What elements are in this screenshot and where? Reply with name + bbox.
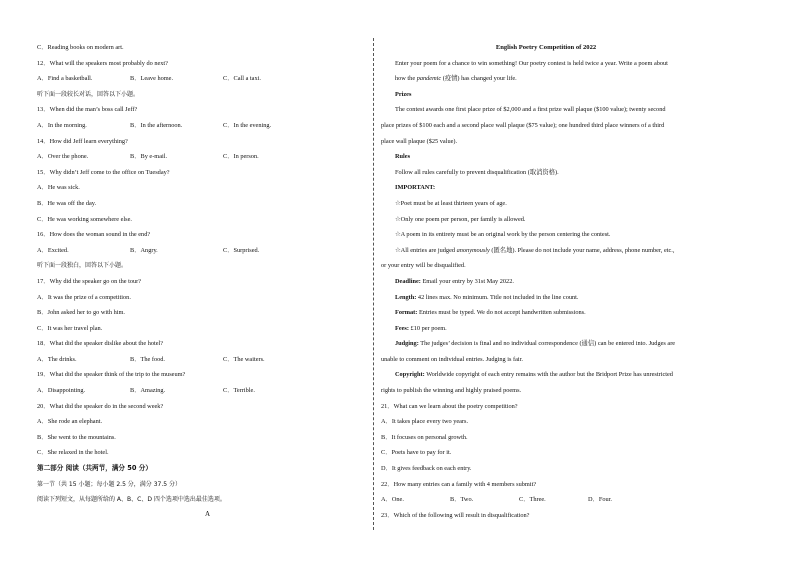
answer-option: B．In the afternoon. — [130, 121, 183, 129]
answer-option: D．Four. — [588, 496, 612, 504]
section-heading: Prizes — [395, 90, 412, 98]
rule-label: Judging: — [395, 340, 419, 348]
text-line: or your entry will be disqualified. — [381, 262, 466, 270]
text-line: C．It was her travel plan. — [37, 324, 103, 332]
rule-label: Length: — [395, 293, 417, 301]
paragraph-line: Follow all rules carefully to prevent disqualification (取消资格). — [395, 168, 559, 176]
text-line: B．It focuses on personal growth. — [381, 433, 468, 441]
text-line: B．She went to the mountains. — [37, 433, 116, 441]
rule-line — [381, 336, 711, 352]
answer-option: C．In person. — [223, 153, 259, 161]
answer-option: B．Amazing. — [130, 387, 166, 395]
text-line: C．He was working somewhere else. — [37, 215, 132, 223]
answer-option: B．Angry. — [130, 246, 158, 254]
rule-line — [381, 274, 711, 290]
answer-option: A．Over the phone. — [37, 153, 89, 161]
text-line: place wall plaque ($25 value). — [381, 137, 458, 145]
rule-label: Deadline: — [395, 277, 421, 285]
text-line: 23．Which of the following will result in disqualification? — [381, 511, 530, 519]
rule-text: £10 per poem. — [408, 324, 447, 332]
instruction-line: 听下面一段较长对话，回答以下小题。 — [37, 90, 140, 98]
text-line: 18．What did the speaker dislike about the hotel? — [37, 340, 164, 348]
text-line: C．Reading books on modern art. — [37, 44, 124, 51]
answer-option: B．By e-mail. — [130, 153, 168, 161]
text-line: 13．When did the man’s boss call Jeff? — [37, 106, 138, 114]
text-line: 12．What will the speakers most probably do next? — [37, 59, 168, 67]
answer-option: A．Find a basketball. — [37, 75, 93, 83]
paragraph-line: The contest awards one first place prize of $2,000 and a first prize wall plaque ($100 value); twenty second — [395, 106, 666, 114]
answer-option: C．Terrible. — [223, 387, 255, 395]
answer-option: C．Three. — [519, 496, 546, 504]
instruction-line: 阅读下列短文，从每题所给的 A、B、C、D 四个选项中选出最佳选项。 — [37, 496, 226, 504]
rule-label: Fees: — [395, 324, 409, 332]
rule-line — [381, 305, 711, 321]
answer-option: A．Excited. — [37, 246, 69, 254]
rule-line — [381, 290, 711, 306]
text-line: A．It was the prize of a competition. — [37, 293, 131, 301]
rule-label: Copyright: — [395, 371, 425, 379]
part-heading: 第二部分 阅读（共两节，满分 50 分） — [37, 464, 152, 473]
text-line: 19．What did the speaker think of the trip to the museum? — [37, 371, 186, 379]
answer-option: B．Two. — [450, 496, 474, 504]
paragraph-line: Enter your poem for a chance to win something! Our poetry contest is held twice a year. Write a poem about — [395, 59, 668, 67]
answer-options — [37, 243, 367, 259]
text-line: 15．Why didn’t Jeff come to the office on Tuesday? — [37, 168, 170, 176]
answer-options — [37, 352, 367, 368]
rule-text: Email your entry by 31st May 2022. — [420, 277, 514, 285]
text-fragment: (匿名地). Please do not include your name, address, phone number, etc., — [489, 246, 675, 254]
text-line: place prizes of $100 each and a second place wall plaque ($75 value); one hundred third place winners of a third — [381, 121, 665, 129]
text-line: 22．How many entries can a family with 4 members submit? — [381, 480, 537, 488]
text-line: D．It gives feedback on each entry. — [381, 465, 472, 473]
text-line: rights to publish the winning and highly praised poems. — [381, 387, 522, 395]
section-heading: IMPORTANT: — [395, 184, 436, 192]
rule-line — [381, 321, 711, 337]
text-line: A．He was sick. — [37, 184, 80, 192]
rule-text: The judges’ decision is final and no individual correspondence (通信) can be entered into. Judges are — [418, 340, 676, 348]
answer-options — [381, 492, 711, 508]
answer-option: A．In the morning. — [37, 121, 87, 129]
answer-option: C．Surprised. — [223, 246, 260, 254]
answer-option: B．Leave home. — [130, 75, 174, 83]
text-line: 14．How did Jeff learn everything? — [37, 137, 128, 145]
answer-options — [37, 149, 367, 165]
rule-text: 42 lines max. No minimum. Title not included in the line count. — [416, 293, 579, 301]
paragraph-line: ☆Only one poem per person, per family is allowed. — [395, 215, 526, 223]
text-line: C．Poets have to pay for it. — [381, 449, 452, 457]
text-line: 16．How does the woman sound in the end? — [37, 231, 151, 239]
italic-term: anonymously — [456, 246, 490, 254]
left-column — [37, 40, 367, 508]
answer-options — [37, 383, 367, 399]
page-letter: A — [205, 510, 211, 518]
column-divider — [373, 38, 374, 530]
passage-title: English Poetry Competition of 2022 — [495, 44, 597, 51]
section-heading: Rules — [395, 153, 411, 161]
text-line: A．It takes place every two years. — [381, 418, 469, 426]
text-line — [381, 243, 711, 259]
text-fragment: ☆All entries are judged — [395, 246, 457, 254]
instruction-line: 第一节（共 15 小题；每小题 2.5 分，满分 37.5 分） — [37, 480, 181, 488]
text-fragment: (疫情) has changed your life. — [441, 75, 517, 83]
answer-option: A．Disappointing. — [37, 387, 86, 395]
text-line: B．John asked her to go with him. — [37, 309, 125, 317]
rule-text: Entries must be typed. We do not accept handwritten submissions. — [417, 309, 586, 317]
answer-option: C．In the evening. — [223, 121, 272, 129]
right-column — [381, 40, 711, 523]
text-fragment: how the — [395, 75, 417, 83]
answer-options — [37, 118, 367, 134]
text-line: 17．Why did the speaker go on the tour? — [37, 277, 142, 285]
rule-label: Format: — [395, 309, 418, 317]
text-line: A．She rode an elephant. — [37, 418, 103, 426]
rule-line — [381, 367, 711, 383]
paragraph-line: ☆A poem in its entirety must be an original work by the person centering the contest. — [395, 231, 611, 239]
answer-option: C．The waiters. — [223, 355, 265, 363]
answer-options — [37, 71, 367, 87]
answer-option: A．One. — [381, 496, 404, 504]
answer-option: A．The drinks. — [37, 355, 77, 363]
text-line: unable to comment on individual entries. Judging is fair. — [381, 355, 524, 363]
text-line: B．He was off the day. — [37, 199, 97, 207]
text-line: C．She relaxed in the hotel. — [37, 449, 109, 457]
answer-option: C．Call a taxi. — [223, 75, 261, 83]
italic-term: pandemic — [416, 75, 442, 83]
text-line: 21．What can we learn about the poetry competition? — [381, 402, 518, 410]
text-line — [381, 71, 711, 87]
text-line: 20．What did the speaker do in the second week? — [37, 402, 164, 410]
instruction-line: 听下面一段独白，回答以下小题。 — [37, 262, 128, 270]
rule-text: Worldwide copyright of each entry remains with the author but the Bridport Prize has unrestricted — [424, 371, 673, 379]
paragraph-line: ☆Poet must be at least thirteen years of age. — [395, 199, 507, 207]
answer-option: B．The food. — [130, 355, 165, 363]
